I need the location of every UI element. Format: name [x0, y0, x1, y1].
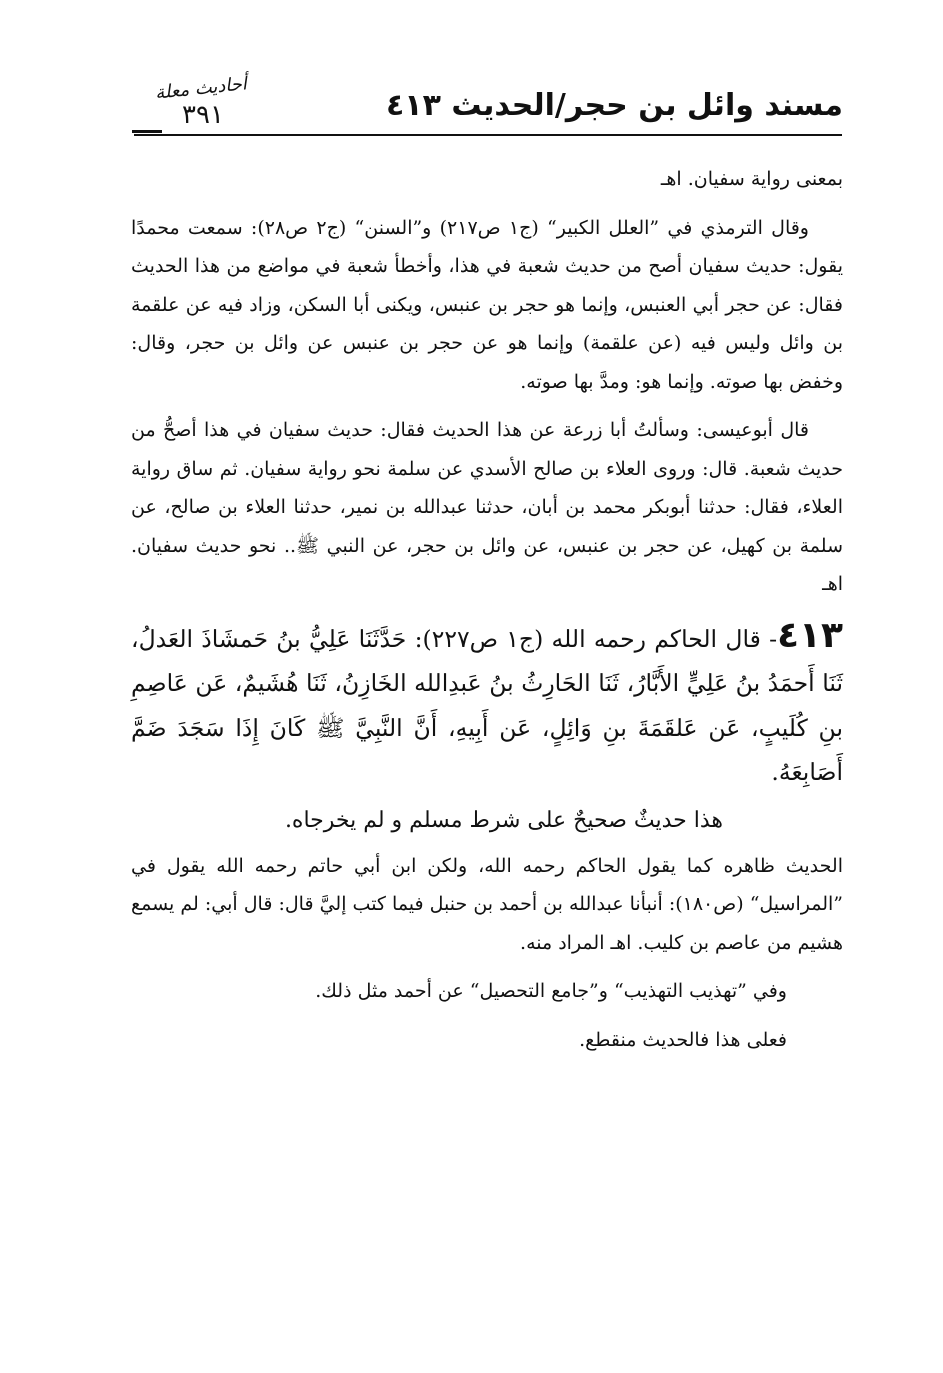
hadith-entry: [131, 614, 843, 795]
paragraph-tirmidhi: وقال الترمذي في ”العلل الكبير“ (ج١ ص٢١٧) و”السنن“ (ج٢ ص٢٨): سمعت محمدًا يقول: حديث سفيان أصح من حديث شعبة في هذا، وأخطأ شعبة في مواضع من هذا الحديث فقال: عن حجر أبي العنبس، وإنما هو حجر بن عنبس، ويكنى أبا السكن، وزاد فيه عن علقمة بن وائل وليس فيه (عن علقمة) وإنما هو عن حجر بن عنبس عن وائل بن حجر، وقال: وخفض بها صوته. وإنما هو: ومدَّ بها صوته.: [131, 216, 843, 393]
paragraph-commentary: الحديث ظاهره كما يقول الحاكم رحمه الله، ولكن ابن أبي حاتم رحمه الله يقول في ”المراسيل“ (ص١٨٠): أنبأنا عبدالله بن أحمد بن حنبل فيما كتب إليَّ قال: قال أبي: لم يسمع هشيم من عاصم بن كليب. اهـ المراد منه.: [131, 854, 843, 954]
handwritten-note: أحاديث معلة: [154, 73, 248, 104]
hadith-text: - قال الحاكم رحمه الله (ج١ ص٢٢٧): حَدَّثَنَا عَلِيُّ بنُ حَمشَاذَ العَدلُ، ثَنَا أَحمَدُ بنُ عَلِيٍّ الأَبَّارُ، ثَنَا الحَارِثُ بنُ عَبدِالله الخَازِنُ، ثَنَا هُشَيمٌ، عَن عَاصِمِ بنِ كُلَيبٍ، عَن عَلقَمَةَ بنِ وَائِلٍ، عَن أَبِيهِ، أَنَّ النَّبِيَّ ﷺ كَانَ إِذَا سَجَدَ ضَمَّ أَصَابِعَهُ.: [131, 624, 843, 786]
hadith-number: ٤١٣: [777, 614, 843, 656]
page-header-title: مسند وائل بن حجر/الحديث ٤١٣: [385, 88, 843, 123]
page-number-block: [128, 73, 268, 136]
header-rule: [134, 134, 842, 136]
page-number-underline: [132, 130, 162, 133]
paragraph-conclusion: فعلى هذا فالحديث منقطع.: [579, 1028, 787, 1051]
hadith-grade: هذا حديثٌ صحيحٌ على شرط مسلم و لم يخرجاه.: [284, 807, 723, 833]
paragraph-abu-isa: قال أبوعيسى: وسألتُ أبا زرعة عن هذا الحديث فقال: حديث سفيان في هذا أصحُّ من حديث شعبة. قال: وروى العلاء بن صالح الأسدي عن سلمة نحو رواية سفيان. ثم ساق رواية العلاء، فقال: حدثنا أبوبكر محمد بن أبان، حدثنا عبدالله بن نمير، حدثنا العلاء بن صالح، عن سلمة بن كهيل، عن حجر بن عنبس، عن وائل بن حجر، عن النبي ﷺ.. نحو حديث سفيان. اهـ: [131, 419, 843, 595]
page-number: ٣٩١: [182, 100, 224, 130]
document-body: [131, 160, 843, 1069]
paragraph-continuation: بمعنى رواية سفيان. اهـ: [660, 168, 843, 190]
paragraph-tahdhib: وفي ”تهذيب التهذيب“ و”جامع التحصيل“ عن أحمد مثل ذلك.: [315, 980, 787, 1002]
